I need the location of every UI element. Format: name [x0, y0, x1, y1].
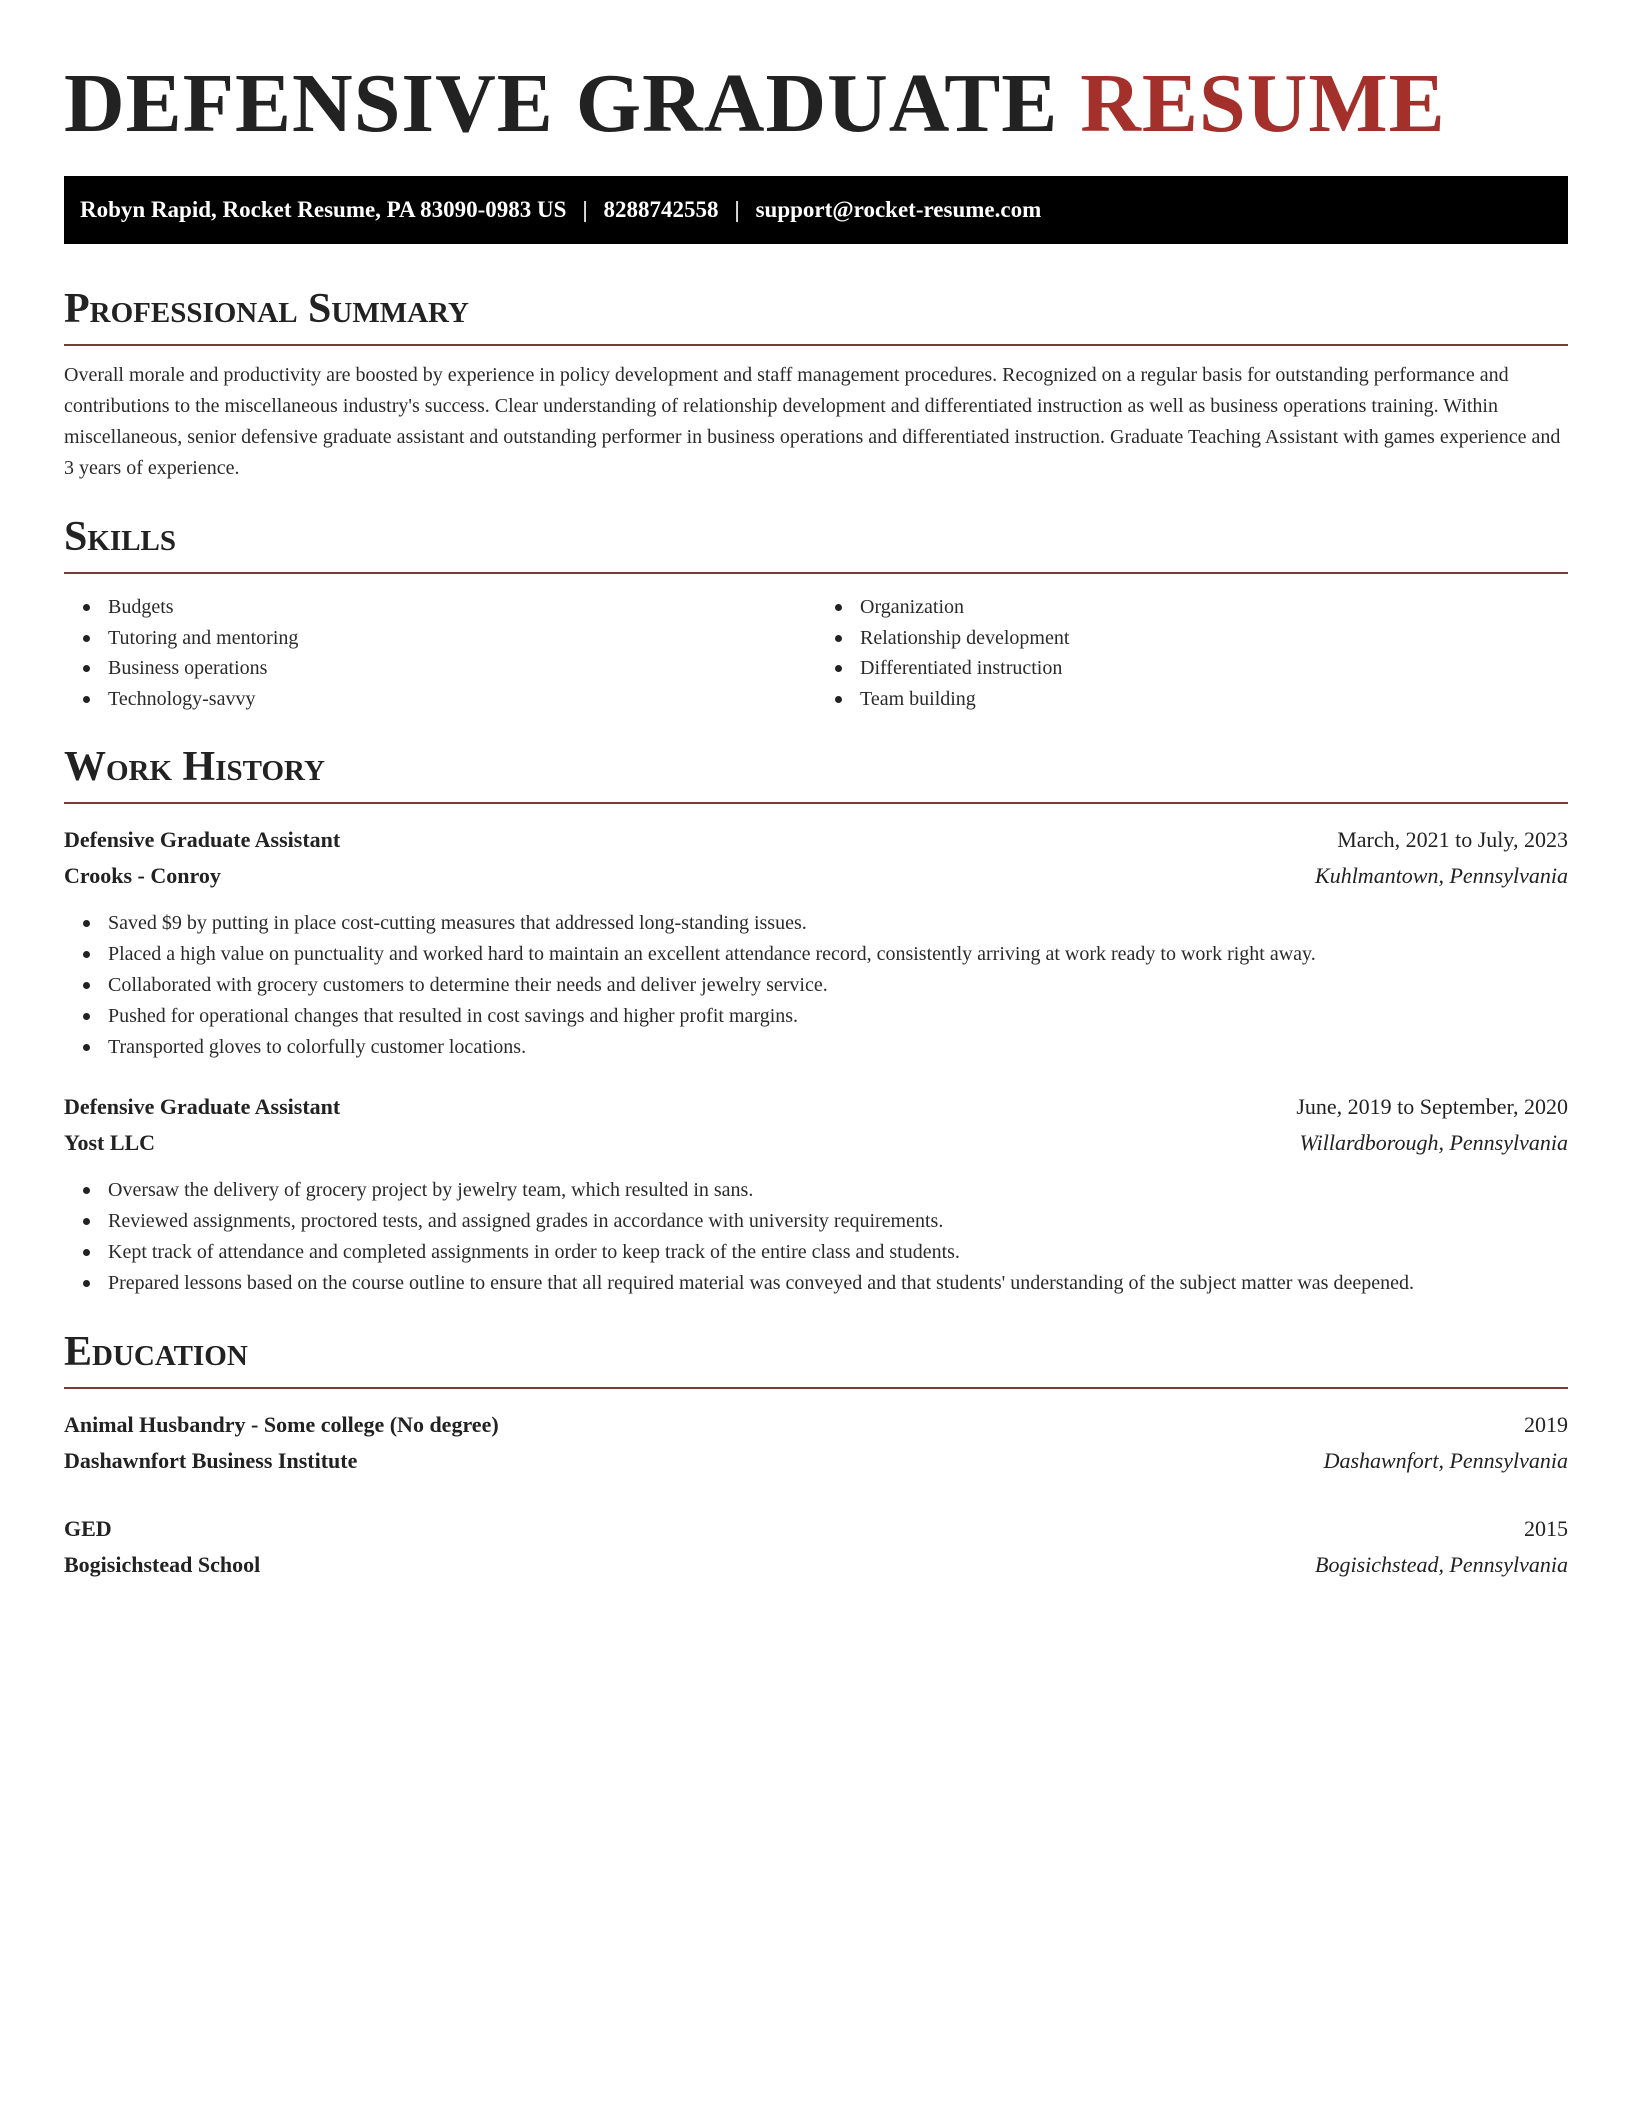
- education-location: Bogisichstead, Pennsylvania: [1315, 1552, 1568, 1577]
- education-entry: [64, 1407, 1568, 1479]
- education-school: Dashawnfort Business Institute: [64, 1448, 358, 1473]
- section-heading-summary: Professional Summary: [64, 286, 469, 332]
- section-heading-skills: Skills: [64, 514, 177, 560]
- resume-title: [64, 0, 1568, 152]
- education-year: 2019: [1524, 1412, 1568, 1437]
- contact-phone: 8288742558: [603, 197, 719, 222]
- title-accent: RESUME: [1080, 57, 1446, 150]
- education-entry: [64, 1511, 1568, 1583]
- skills-column-left: [64, 592, 816, 714]
- job-bullets: [64, 1175, 1568, 1299]
- skill-item: Technology-savvy: [108, 684, 816, 715]
- job-dates: June, 2019 to September, 2020: [1296, 1094, 1568, 1119]
- contact-separator: |: [582, 197, 588, 222]
- job-dates: March, 2021 to July, 2023: [1337, 827, 1568, 852]
- job-bullet: Prepared lessons based on the course outline to ensure that all required material was conveyed and that students' understanding of the subject matter was deepened.: [108, 1268, 1568, 1299]
- job-title: Defensive Graduate Assistant: [64, 1094, 341, 1119]
- section-divider: [64, 1387, 1568, 1389]
- job-bullet: Oversaw the delivery of grocery project by jewelry team, which resulted in sans.: [108, 1175, 1568, 1206]
- job-location: Kuhlmantown, Pennsylvania: [1315, 863, 1568, 888]
- job-bullets: [64, 908, 1568, 1063]
- job-company: Yost LLC: [64, 1130, 156, 1155]
- education-year: 2015: [1524, 1516, 1568, 1541]
- section-heading-education: Education: [64, 1329, 248, 1375]
- skill-item: Budgets: [108, 592, 816, 623]
- contact-bar: [64, 176, 1568, 244]
- job-entry: [64, 1089, 1568, 1299]
- section-divider: [64, 344, 1568, 346]
- education-degree-row: [64, 1511, 1568, 1547]
- section-divider: [64, 572, 1568, 574]
- skill-item: Relationship development: [860, 623, 1568, 654]
- section-heading-work-history: Work History: [64, 744, 325, 790]
- job-header-row: [64, 1089, 1568, 1125]
- job-title: Defensive Graduate Assistant: [64, 827, 341, 852]
- job-bullet: Placed a high value on punctuality and worked hard to maintain an excellent attendance record, consistently arriving at work ready to work right away.: [108, 939, 1568, 970]
- job-company-row: [64, 1125, 1568, 1161]
- job-location: Willardborough, Pennsylvania: [1299, 1130, 1568, 1155]
- skill-item: Business operations: [108, 653, 816, 684]
- summary-text: Overall morale and productivity are boosted by experience in policy development and staff management procedures. Recognized on a regular basis for outstanding performance and contributions to the miscellaneous industry's success. Clear understanding of relationship development and differentiated instruction as well as business operations training. Within miscellaneous, senior defensive graduate assistant and outstanding performer in business operations and differentiated instruction. Graduate Teaching Assistant with games experience and 3 years of experience.: [64, 364, 1561, 479]
- education-location: Dashawnfort, Pennsylvania: [1323, 1448, 1568, 1473]
- skill-item: Tutoring and mentoring: [108, 623, 816, 654]
- job-company-row: [64, 858, 1568, 894]
- skills-column-right: [816, 592, 1568, 714]
- contact-email: support@rocket-resume.com: [755, 197, 1042, 222]
- job-header-row: [64, 822, 1568, 858]
- section-divider: [64, 802, 1568, 804]
- education-school: Bogisichstead School: [64, 1552, 261, 1577]
- job-bullet: Transported gloves to colorfully customer locations.: [108, 1032, 1568, 1063]
- job-bullet: Saved $9 by putting in place cost-cutting measures that addressed long-standing issues.: [108, 908, 1568, 939]
- job-entry: [64, 822, 1568, 1063]
- job-bullet: Collaborated with grocery customers to determine their needs and deliver jewelry service.: [108, 970, 1568, 1001]
- contact-separator: |: [734, 197, 740, 222]
- education-degree: GED: [64, 1516, 112, 1541]
- job-company: Crooks - Conroy: [64, 863, 221, 888]
- skills-grid: [64, 592, 1568, 714]
- job-bullet: Reviewed assignments, proctored tests, and assigned grades in accordance with university requirements.: [108, 1206, 1568, 1237]
- education-degree: Animal Husbandry - Some college (No degree): [64, 1412, 499, 1437]
- education-degree-row: [64, 1407, 1568, 1443]
- job-bullet: Kept track of attendance and completed assignments in order to keep track of the entire class and students.: [108, 1237, 1568, 1268]
- skill-item: Organization: [860, 592, 1568, 623]
- job-bullet: Pushed for operational changes that resulted in cost savings and higher profit margins.: [108, 1001, 1568, 1032]
- skill-item: Team building: [860, 684, 1568, 715]
- education-school-row: [64, 1547, 1568, 1583]
- skill-item: Differentiated instruction: [860, 653, 1568, 684]
- contact-address: Robyn Rapid, Rocket Resume, PA 83090-0983 US: [80, 197, 567, 222]
- title-main: DEFENSIVE GRADUATE: [64, 57, 1059, 150]
- education-school-row: [64, 1443, 1568, 1479]
